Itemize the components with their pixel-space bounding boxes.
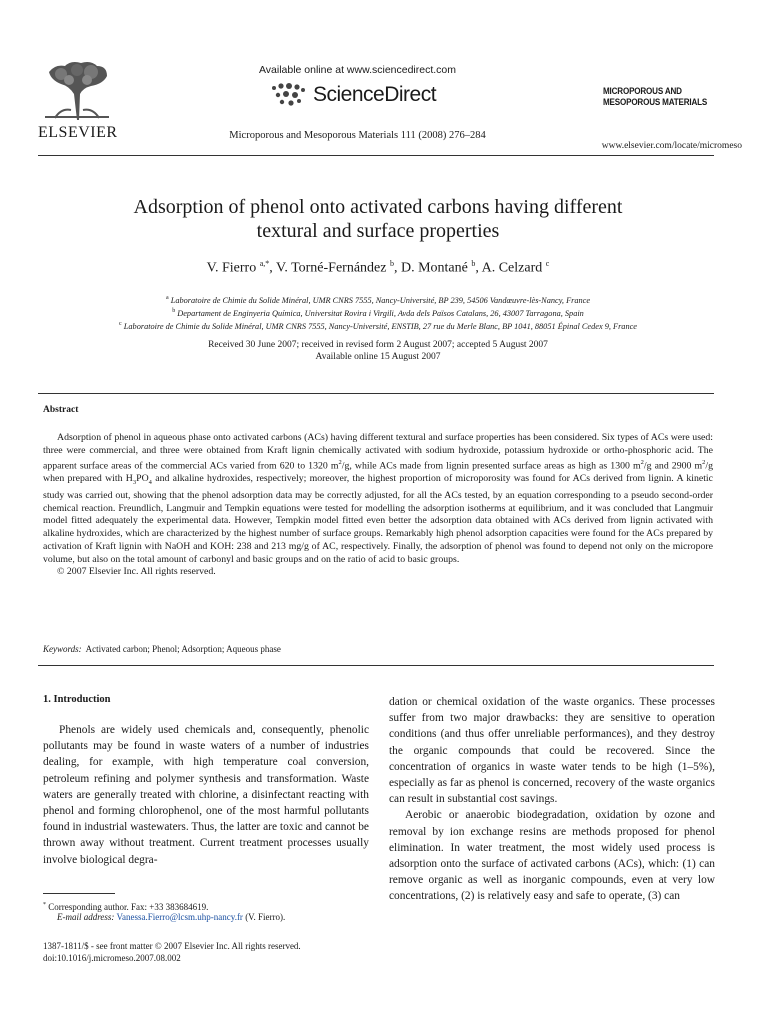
footnote-rule (43, 893, 115, 894)
email-suffix: (V. Fierro). (242, 912, 286, 922)
abstract-top-rule (38, 393, 714, 394)
author-affiliation-mark[interactable]: b (471, 259, 476, 268)
affiliation-mark: c (119, 321, 122, 327)
title-line-2: textural and surface properties (256, 220, 500, 242)
article-dates (40, 339, 716, 363)
section-heading: 1. Introduction (43, 694, 111, 705)
journal-url[interactable]: www.elsevier.com/locate/micromeso (601, 141, 742, 151)
author-separator: , (475, 260, 482, 276)
author: V. Torné-Fernández (276, 260, 390, 276)
email-note (57, 911, 285, 923)
journal-name (603, 86, 722, 108)
author: D. Montané (400, 260, 472, 276)
article-title (40, 195, 716, 243)
copyright-line: © 2007 Elsevier Inc. All rights reserved. (57, 566, 216, 578)
subscript: 3 (132, 479, 137, 487)
sciencedirect-wordmark: ScienceDirect (313, 83, 437, 106)
journal-name-line2: MESOPOROUS MATERIALS (603, 97, 708, 108)
email-label: E-mail address: (57, 912, 115, 922)
superscript: 2 (640, 459, 644, 467)
journal-citation: Microporous and Mesoporous Materials 111 (2008) 276–284 (229, 130, 486, 141)
keywords (43, 644, 281, 654)
available-online-text: Available online at www.sciencedirect.com (258, 64, 457, 76)
abstract-text: /g and 2900 m (643, 460, 703, 472)
author-separator: , (393, 260, 401, 276)
abstract-text: /g when prepared with H (43, 460, 713, 485)
publisher-name: ELSEVIER (38, 124, 118, 141)
body-paragraph: dation or chemical oxidation of the waste organics. These processes suffer from two major drawbacks: they are sensitive to operation conditions (and thus offer unreliable performances), and they destroy the organic compounds that could be recovered. Since the concentration of organics in waste water tends to be high (1–5%), especially as far as phenol is concerned, recovery of the waste organics can result in substantial cost savings. (389, 696, 715, 806)
doi-line[interactable]: doi:10.1016/j.micromeso.2007.08.002 (43, 953, 181, 963)
affiliation (20, 306, 736, 319)
abstract-bottom-rule (38, 665, 714, 666)
abstract-heading: Abstract (43, 405, 79, 415)
superscript: 2 (702, 459, 706, 467)
affiliation-text: Laboratoire de Chimie du Solide Minéral, UMR CNRS 7555, Nancy-Université, BP 239, 54506 Vandœuvre-lès-Nancy, France (168, 295, 591, 305)
author-affiliation-mark[interactable]: a,* (259, 259, 270, 268)
received-dates: Received 30 June 2007; received in revised form 2 August 2007; accepted 5 August 2007 (208, 340, 548, 350)
body-paragraph: Aerobic or anaerobic biodegradation, oxidation by ozone and removal by ion exchange resins are methods proposed for phenol elimination. In water treatment, the most widely used process is adsorption onto the surface of activated carbons (ACs), which: (1) can remove organic as well as inorganic compounds, even at very low concentrations, (2) is relatively easy and safe to operate, (3) can (389, 809, 715, 903)
header-rule (38, 155, 714, 156)
title-line-1: Adsorption of phenol onto activated carbons having different (133, 196, 623, 218)
affiliation-text: Departament de Enginyeria Química, Universitat Rovira i Virgili, Avda dels Països Catalans, 26, 43007 Tarragona, Spain (175, 308, 584, 318)
affiliation-mark: b (172, 308, 176, 314)
sciencedirect-dots-icon (270, 82, 308, 108)
left-column (43, 722, 369, 868)
affiliation (20, 319, 736, 332)
body-paragraph: Phenols are widely used chemicals and, consequently, phenolic pollutants may be found in waste waters of a number of industries dealing, for example, with high temperature coal conversion, petroleum refining and polymer synthesis and transformation. Waste waters are generally treated with chlorine, a disinfectant reacting with phenol and forming chlorophenol, one of the most harmful pollutants found in industrial wastewaters. Thus, the latter are toxic and cannot be thrown away without treatment. Current treatment processes usually involve biological degra- (43, 724, 369, 866)
author-affiliation-mark[interactable]: b (389, 259, 394, 268)
footnote-text: Corresponding author. Fax: +33 383684619. (46, 902, 209, 912)
footnote-mark: * (43, 902, 46, 908)
available-online-date: Available online 15 August 2007 (315, 352, 441, 362)
author-separator: , (269, 260, 277, 276)
abstract-text: /g, while ACs made from lignin presented surface areas as high as 1300 m (341, 460, 641, 472)
superscript: 2 (338, 459, 342, 467)
journal-name-line1: MICROPOROUS AND (603, 86, 682, 97)
sciencedirect-logo (270, 82, 436, 108)
affiliation-text: Laboratoire de Chimie du Solide Minéral, UMR CNRS 7555, Nancy-Université, ENSTIB, 27 rue du Merle Blanc, BP 1041, 88051 Épinal Cedex 9, France (121, 321, 637, 331)
email-link[interactable]: Vanessa.Fierro@lcsm.uhp-nancy.fr (116, 912, 243, 922)
affiliation-mark: a (165, 295, 169, 301)
right-column (389, 694, 715, 905)
subscript: 4 (148, 479, 152, 487)
abstract-text: and alkaline hydroxides, respectively; moreover, the highest proportion of microporosity was found for ACs derived from lignin. A kinetic study was carried out, showing that the phenol adsorption data may be correctly adjusted, for all the ACs tested, by an equation corresponding to a pseudo second-order chemical reaction. Freundlich, Langmuir and Tempkin equations were tested for modelling the adsorption isotherms at equilibrium, and it was concluded that Langmuir model fitted adequately the experimental data. However, Tempkin model fitted even better the adsorption data obtained with ACs derived from lignin activated with alkaline hydroxides, which are characterized by the highest number of surface groups. Remarkably high phenol adsorption capacities were found for the ACs prepared by activation of Kraft lignin with NaOH and KOH: 238 and 213 mg/g of AC, respectively. Finally, the adsorption of phenol was found to depend not only on the micropore volume, but also on the total amount of carbonyl and basic groups and on the ratio of acid to basic groups. (43, 473, 713, 565)
author-list (40, 259, 716, 277)
keywords-list: Activated carbon; Phenol; Adsorption; Aqueous phase (85, 644, 281, 654)
abstract-body (43, 432, 713, 579)
author: A. Celzard (481, 260, 546, 276)
author: V. Fierro (206, 260, 260, 276)
affiliation (20, 293, 736, 306)
abstract-text: Adsorption of phenol in aqueous phase onto activated carbons (ACs) having different textural and surface properties has been considered. Six types of ACs were used: three were commercial, and three were obtained from Kraft lignin chemically activated with sodium hydroxide, potassium hydroxide or ortho-phosphoric acid. The apparent surface areas of the commercial ACs varied from 620 to 1320 m (43, 432, 713, 472)
keywords-label: Keywords: (43, 644, 82, 654)
abstract-paragraph (43, 432, 713, 566)
abstract-text: PO (136, 473, 149, 485)
author-affiliation-mark[interactable]: c (545, 259, 550, 268)
issn-line: 1387-1811/$ - see front matter © 2007 Elsevier Inc. All rights reserved. (43, 941, 301, 951)
